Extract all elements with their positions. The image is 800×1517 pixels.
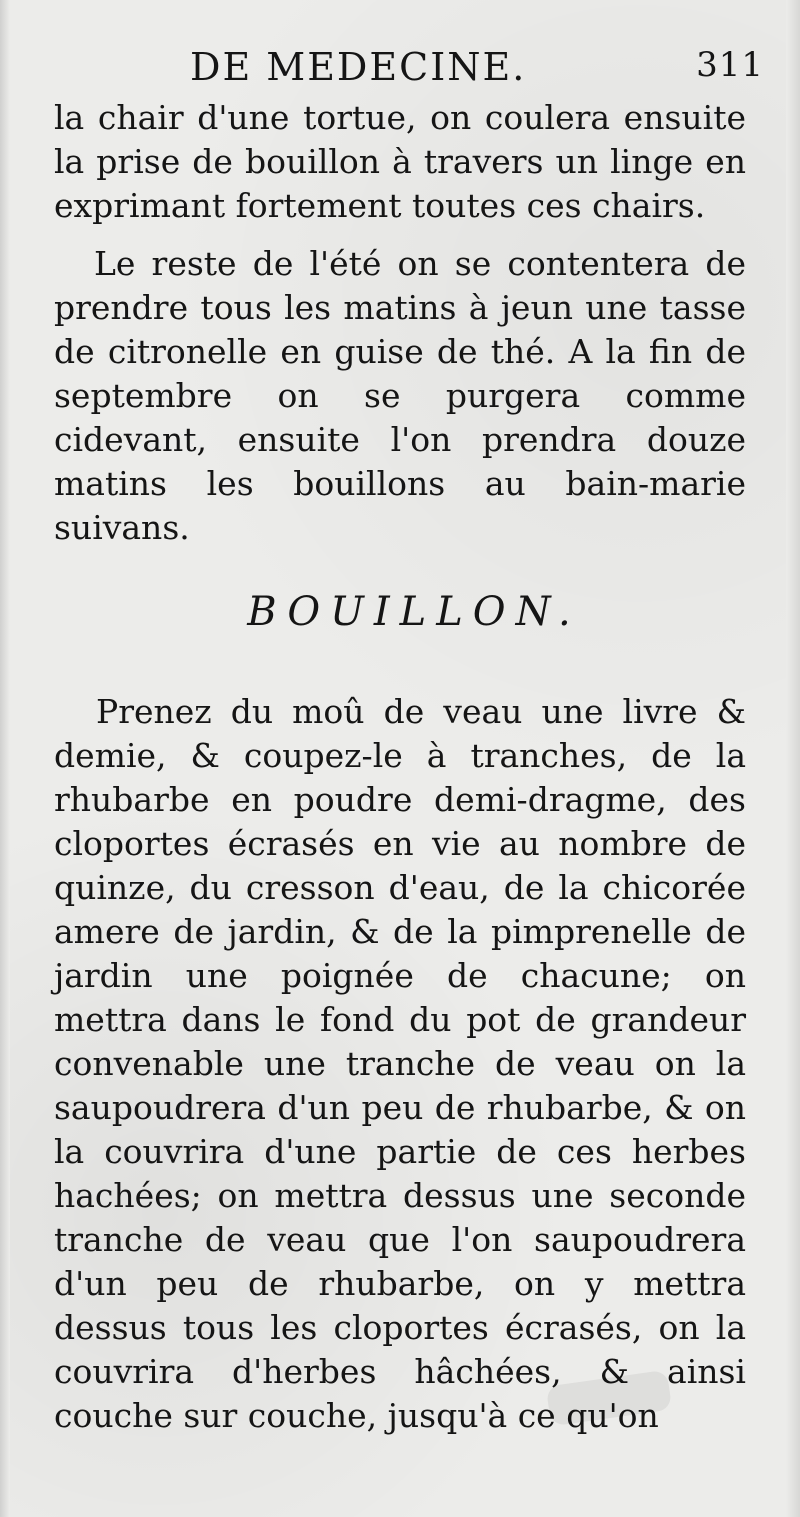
running-head: DE MEDECINE. [190, 45, 527, 89]
right-page-edge [786, 0, 800, 1517]
paragraph-1: la chair d'une tortue, on coulera ensuite la prise de bouillon à travers un linge en exprimant fortement toutes ces chairs. [54, 98, 746, 225]
paragraph-3: Prenez du moû de veau une livre & demie, & coupez-le à tranches, de la rhubarbe en poudre demi-dragme, des cloportes écrasés en vie au nombre de quinze, du cresson d'eau, de la chicorée amere de jardin, & de la pimprenelle de jardin une poignée de chacune; on mettra dans le fond du pot de grandeur convenable une tranche de veau on la saupoudrera d'un peu de rhubarbe, & on la couvrira d'une partie de ces herbes hachées; on mettra dessus une seconde tranche de veau que l'on saupoudrera d'un peu de rhubarbe, on y mettra dessus tous les cloportes écrasés, on la couvrira d'herbes hâchées, & ainsi couche sur couche, jusqu'à ce qu'on [54, 692, 746, 1435]
paragraph-2: Le reste de l'été on se contentera de prendre tous les matins à jeun une tasse de citronelle en guise de thé. A la fin de septembre on se purgera comme cidevant, ensuite l'on prendra douze matins les bouillons au bain-marie suivans. [54, 244, 746, 547]
page-content [54, 96, 746, 1438]
section-heading: BOUILLON. [247, 589, 581, 635]
page-number: 311 [696, 45, 764, 85]
left-page-edge [0, 0, 10, 1517]
